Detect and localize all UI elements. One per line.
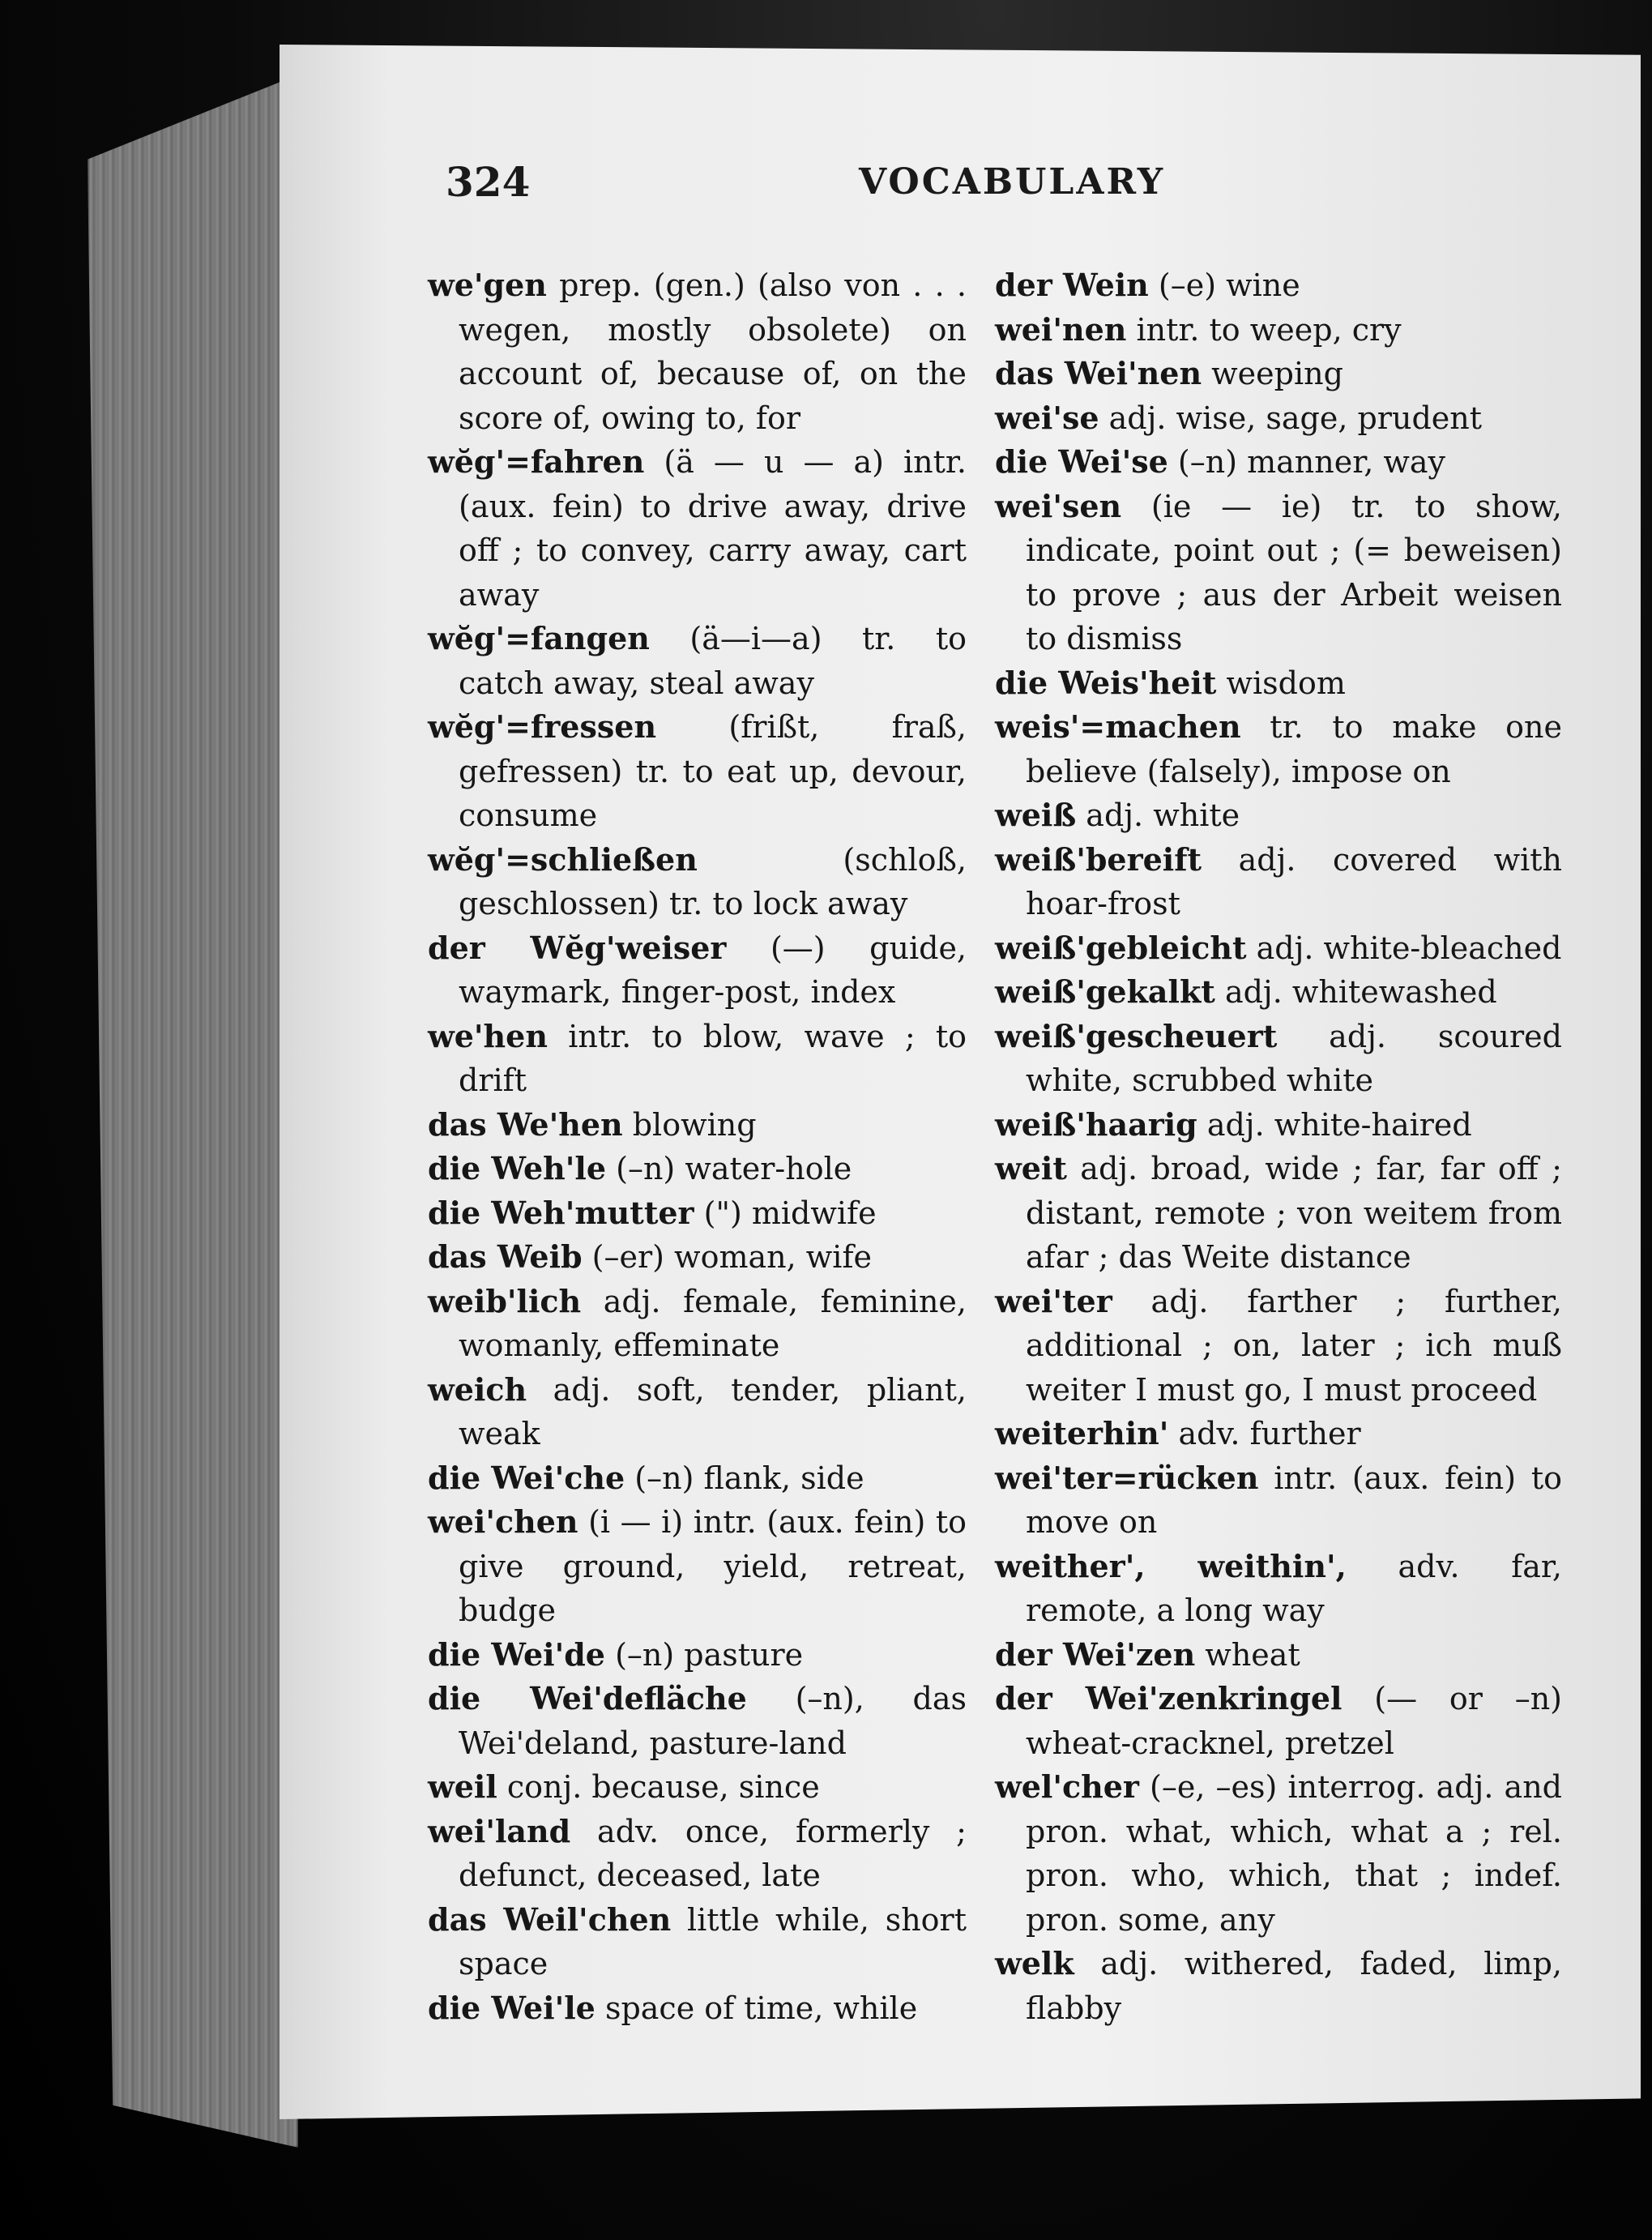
- left-column: [428, 263, 967, 2030]
- entry-headword: weither', weithin',: [995, 1547, 1347, 1584]
- entry-definition: adj. white-bleached: [1246, 930, 1562, 966]
- entry-definition: (–e, –es) interrog. adj. and pron. what, which, what a ; rel. pron. who, which, that ; indef. pron. some, any: [1026, 1769, 1562, 1938]
- dictionary-entry: [428, 1280, 967, 1368]
- entry-headword: wĕg'=fressen: [428, 708, 657, 745]
- entry-headword: der Wei'zenkringel: [995, 1680, 1343, 1716]
- entry-headword: der Wĕg'weiser: [428, 929, 727, 966]
- entry-headword: weit: [995, 1150, 1067, 1186]
- entry-headword: weiß'haarig: [995, 1105, 1197, 1143]
- page-number: 324: [446, 158, 531, 206]
- dictionary-entry: [995, 705, 1562, 793]
- entry-headword: das Wei'nen: [995, 355, 1202, 391]
- entry-definition: (ä—i—a) tr. to catch away, steal away: [459, 621, 967, 701]
- entry-definition: adj. soft, tender, pliant, weak: [459, 1371, 967, 1451]
- entry-definition: conj. because, since: [497, 1769, 820, 1805]
- entry-definition: adj. female, feminine, womanly, effeminate: [459, 1283, 967, 1363]
- dictionary-entry: [428, 263, 967, 440]
- dictionary-entry: [995, 263, 1562, 308]
- entry-definition: (–n) manner, way: [1167, 444, 1446, 480]
- entry-definition: (–n) flank, side: [625, 1460, 864, 1496]
- entry-headword: weiß'bereift: [995, 840, 1202, 878]
- entry-definition: tr. to make one believe (falsely), impose on: [1026, 709, 1562, 789]
- entry-definition: wheat: [1195, 1636, 1300, 1673]
- dictionary-entry: [428, 1986, 967, 2031]
- entry-headword: die Weis'heit: [995, 664, 1217, 701]
- dictionary-entry: [995, 440, 1562, 485]
- entry-definition: (–er) woman, wife: [582, 1239, 872, 1275]
- entry-definition: (— or –n) wheat-cracknel, pretzel: [1026, 1681, 1562, 1761]
- entry-definition: intr. to blow, wave ; to drift: [459, 1018, 967, 1098]
- entry-headword: wei'nen: [995, 310, 1127, 348]
- dictionary-entry: [428, 1500, 967, 1633]
- dictionary-entry: [428, 1898, 967, 1986]
- dictionary-entry: [995, 485, 1562, 661]
- entry-headword: wĕg'=fahren: [428, 443, 645, 480]
- dictionary-entry: [995, 308, 1562, 353]
- entry-headword: die Weh'mutter: [428, 1194, 694, 1231]
- dictionary-entry: [995, 793, 1562, 838]
- entry-headword: die Wei'defläche: [428, 1680, 747, 1716]
- dictionary-entry: [428, 1810, 967, 1898]
- entry-definition: (ä — u — a) intr. (aux. fein) to drive away, drive off ; to convey, carry away, cart away: [459, 444, 967, 613]
- page-header: [446, 158, 1175, 215]
- entry-headword: wĕg'=fangen: [428, 620, 650, 656]
- entry-definition: (–n) water-hole: [606, 1151, 852, 1186]
- entry-headword: weiß: [995, 797, 1077, 833]
- dictionary-entry: [995, 970, 1562, 1015]
- dictionary-entry: [995, 352, 1562, 396]
- entry-headword: wei'sen: [995, 487, 1122, 524]
- dictionary-entry: [428, 926, 967, 1015]
- entry-definition: intr. (aux. fein) to move on: [1026, 1460, 1562, 1540]
- entry-definition: adv. once, formerly ; defunct, deceased, late: [459, 1813, 967, 1893]
- entry-definition: wisdom: [1216, 665, 1346, 701]
- dictionary-entry: [428, 1015, 967, 1103]
- entry-definition: adv. further: [1168, 1416, 1361, 1451]
- dictionary-entry: [995, 1015, 1562, 1103]
- entry-headword: wei'chen: [428, 1503, 578, 1540]
- entry-headword: weiß'gescheuert: [995, 1017, 1278, 1054]
- dictionary-entry: [995, 1545, 1562, 1633]
- entry-headword: der Wein: [995, 267, 1149, 303]
- running-title: VOCABULARY: [859, 161, 1166, 203]
- entry-headword: wei'ter=rücken: [995, 1459, 1259, 1496]
- entry-definition: adj. broad, wide ; far, far off ; distant, remote ; von weitem from afar ; das Weite distance: [1026, 1151, 1562, 1275]
- dictionary-entry: [428, 1147, 967, 1191]
- dictionary-entry: [428, 1103, 967, 1148]
- dictionary-entry: [428, 1765, 967, 1810]
- entry-headword: weib'lich: [428, 1282, 582, 1319]
- entry-definition: prep. (gen.) (also von . . . wegen, mostly obsolete) on account of, because of, on the score of, owing to, for: [459, 267, 967, 436]
- entry-definition: (frißt, fraß, gefressen) tr. to eat up, devour, consume: [459, 709, 967, 833]
- dictionary-entry: [995, 838, 1562, 926]
- entry-definition: adv. far, remote, a long way: [1026, 1548, 1562, 1628]
- entry-headword: weil: [428, 1768, 497, 1805]
- entry-definition: (—) guide, waymark, finger-post, index: [459, 930, 967, 1010]
- entry-headword: wei'land: [428, 1812, 571, 1849]
- entry-definition: little while, short space: [459, 1901, 967, 1981]
- entry-definition: blowing: [622, 1106, 757, 1143]
- dictionary-entry: [428, 838, 967, 926]
- entry-definition: (–n), das Wei'deland, pasture-land: [459, 1681, 967, 1761]
- entry-headword: weis'=machen: [995, 708, 1241, 745]
- entry-definition: (") midwife: [694, 1195, 877, 1231]
- dictionary-entry: [428, 1633, 967, 1678]
- dictionary-entry: [995, 1677, 1562, 1765]
- dictionary-entry: [995, 1147, 1562, 1280]
- dictionary-entry: [995, 1280, 1562, 1413]
- entry-definition: (–n) pasture: [604, 1636, 804, 1673]
- dictionary-entry: [995, 1765, 1562, 1942]
- dictionary-entry: [428, 1235, 967, 1280]
- dictionary-entry: [995, 926, 1562, 971]
- entry-definition: (ie — ie) tr. to show, indicate, point out ; (= beweisen) to prove ; aus der Arbeit weisen to dismiss: [1026, 488, 1562, 656]
- dictionary-entry: [428, 1456, 967, 1501]
- entry-headword: welk: [995, 1945, 1074, 1981]
- entry-definition: adj. whitewashed: [1214, 974, 1497, 1010]
- dictionary-entry: [995, 1942, 1562, 2030]
- entry-headword: die Wei'che: [428, 1459, 625, 1496]
- entry-definition: adj. covered with hoar-frost: [1026, 841, 1562, 921]
- entry-headword: die Wei'de: [428, 1635, 605, 1673]
- entry-headword: die Wei'le: [428, 1989, 595, 2026]
- right-column: [995, 263, 1562, 2030]
- entry-headword: das We'hen: [428, 1105, 623, 1143]
- entry-definition: intr. to weep, cry: [1126, 311, 1402, 348]
- entry-definition: adj. white: [1076, 797, 1240, 833]
- dictionary-entry: [428, 617, 967, 705]
- entry-definition: (i — i) intr. (aux. fein) to give ground, yield, retreat, budge: [459, 1504, 967, 1628]
- entry-headword: weiterhin': [995, 1415, 1169, 1451]
- entry-definition: adj. withered, faded, limp, flabby: [1026, 1946, 1562, 2026]
- entry-headword: wel'cher: [995, 1768, 1139, 1805]
- entry-definition: (schloß, geschlossen) tr. to lock away: [459, 841, 967, 921]
- book-page-edges: [88, 32, 298, 2148]
- dictionary-entry: [995, 1456, 1562, 1545]
- entry-definition: adj. wise, sage, prudent: [1099, 400, 1483, 436]
- dictionary-entry: [428, 705, 967, 838]
- entry-headword: wei'ter: [995, 1282, 1112, 1319]
- entry-headword: weiß'gekalkt: [995, 973, 1215, 1010]
- entry-definition: weeping: [1202, 356, 1343, 391]
- dictionary-entry: [428, 1191, 967, 1236]
- entry-headword: das Weib: [428, 1238, 583, 1275]
- entry-headword: die Wei'se: [995, 443, 1168, 480]
- dictionary-entry: [995, 396, 1562, 441]
- entry-headword: we'hen: [428, 1017, 548, 1054]
- entry-definition: adj. scoured white, scrubbed white: [1026, 1018, 1562, 1098]
- dictionary-entry: [995, 661, 1562, 706]
- entry-headword: weich: [428, 1370, 527, 1408]
- entry-definition: adj. white-haired: [1197, 1106, 1472, 1143]
- dictionary-entry: [428, 1677, 967, 1765]
- dictionary-entry: [995, 1103, 1562, 1148]
- entry-headword: der Wei'zen: [995, 1635, 1196, 1673]
- entry-headword: das Weil'chen: [428, 1900, 672, 1938]
- entry-headword: we'gen: [428, 267, 547, 303]
- entry-headword: die Weh'le: [428, 1150, 607, 1186]
- entry-definition: (–e) wine: [1148, 267, 1300, 303]
- entry-headword: weiß'gebleicht: [995, 929, 1247, 966]
- dictionary-entry: [428, 440, 967, 617]
- dictionary-entry: [995, 1633, 1562, 1678]
- entry-definition: space of time, while: [595, 1990, 918, 2026]
- dictionary-entry: [995, 1412, 1562, 1456]
- entry-definition: adj. farther ; further, additional ; on, later ; ich muß weiter I must go, I must proceed: [1026, 1283, 1562, 1408]
- dictionary-entry: [428, 1368, 967, 1456]
- entry-headword: wei'se: [995, 399, 1099, 436]
- entry-headword: wĕg'=schließen: [428, 840, 698, 878]
